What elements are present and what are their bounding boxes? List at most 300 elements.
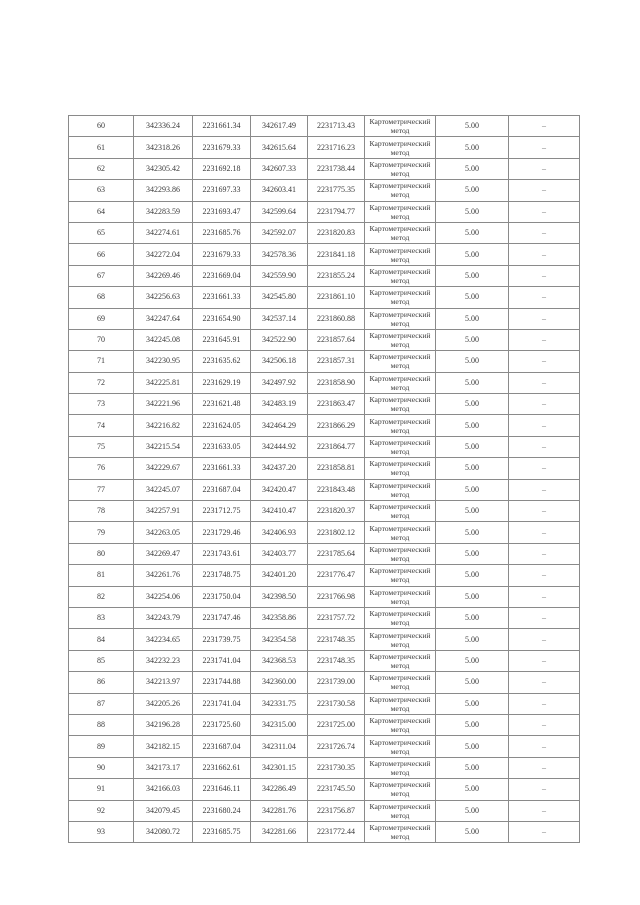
method-cell: Картометрический метод bbox=[365, 757, 436, 778]
x1-coordinate-cell: 342274.61 bbox=[134, 222, 193, 243]
table-row bbox=[69, 650, 580, 671]
x2-coordinate-cell: 342301.15 bbox=[251, 757, 308, 778]
y1-coordinate-cell: 2231687.04 bbox=[193, 736, 251, 757]
y2-coordinate-cell: 2231738.44 bbox=[308, 158, 365, 179]
point-number-cell: 73 bbox=[69, 394, 134, 415]
table-row bbox=[69, 265, 580, 286]
table-row bbox=[69, 565, 580, 586]
point-number-cell: 85 bbox=[69, 650, 134, 671]
y1-coordinate-cell: 2231729.46 bbox=[193, 522, 251, 543]
method-cell: Картометрический метод bbox=[365, 222, 436, 243]
y2-coordinate-cell: 2231861.10 bbox=[308, 287, 365, 308]
table-row bbox=[69, 222, 580, 243]
method-cell: Картометрический метод bbox=[365, 458, 436, 479]
accuracy-value-cell: 5.00 bbox=[436, 116, 509, 137]
x1-coordinate-cell: 342232.23 bbox=[134, 650, 193, 671]
method-cell: Картометрический метод bbox=[365, 265, 436, 286]
point-number-cell: 87 bbox=[69, 693, 134, 714]
accuracy-value-cell: 5.00 bbox=[436, 415, 509, 436]
table-row bbox=[69, 308, 580, 329]
accuracy-value-cell: 5.00 bbox=[436, 757, 509, 778]
point-number-cell: 61 bbox=[69, 137, 134, 158]
point-number-cell: 70 bbox=[69, 329, 134, 350]
note-cell: – bbox=[509, 629, 580, 650]
x2-coordinate-cell: 342599.64 bbox=[251, 201, 308, 222]
accuracy-value-cell: 5.00 bbox=[436, 736, 509, 757]
accuracy-value-cell: 5.00 bbox=[436, 308, 509, 329]
table-row bbox=[69, 244, 580, 265]
x2-coordinate-cell: 342537.14 bbox=[251, 308, 308, 329]
x1-coordinate-cell: 342229.67 bbox=[134, 458, 193, 479]
method-cell: Картометрический метод bbox=[365, 607, 436, 628]
y1-coordinate-cell: 2231646.11 bbox=[193, 779, 251, 800]
method-cell: Картометрический метод bbox=[365, 522, 436, 543]
x2-coordinate-cell: 342617.49 bbox=[251, 116, 308, 137]
y2-coordinate-cell: 2231785.64 bbox=[308, 543, 365, 564]
method-cell: Картометрический метод bbox=[365, 180, 436, 201]
x1-coordinate-cell: 342269.46 bbox=[134, 265, 193, 286]
table-row bbox=[69, 201, 580, 222]
x2-coordinate-cell: 342401.20 bbox=[251, 565, 308, 586]
method-cell: Картометрический метод bbox=[365, 436, 436, 457]
note-cell: – bbox=[509, 693, 580, 714]
y2-coordinate-cell: 2231858.81 bbox=[308, 458, 365, 479]
table-row bbox=[69, 800, 580, 821]
method-cell: Картометрический метод bbox=[365, 201, 436, 222]
table-row bbox=[69, 351, 580, 372]
note-cell: – bbox=[509, 800, 580, 821]
accuracy-value-cell: 5.00 bbox=[436, 436, 509, 457]
y2-coordinate-cell: 2231716.23 bbox=[308, 137, 365, 158]
table-row bbox=[69, 436, 580, 457]
y1-coordinate-cell: 2231679.33 bbox=[193, 244, 251, 265]
y2-coordinate-cell: 2231772.44 bbox=[308, 821, 365, 842]
point-number-cell: 93 bbox=[69, 821, 134, 842]
y1-coordinate-cell: 2231747.46 bbox=[193, 607, 251, 628]
table-row bbox=[69, 180, 580, 201]
y1-coordinate-cell: 2231697.33 bbox=[193, 180, 251, 201]
accuracy-value-cell: 5.00 bbox=[436, 158, 509, 179]
table-row bbox=[69, 672, 580, 693]
note-cell: – bbox=[509, 436, 580, 457]
x2-coordinate-cell: 342522.90 bbox=[251, 329, 308, 350]
note-cell: – bbox=[509, 222, 580, 243]
x1-coordinate-cell: 342257.91 bbox=[134, 501, 193, 522]
method-cell: Картометрический метод bbox=[365, 415, 436, 436]
accuracy-value-cell: 5.00 bbox=[436, 137, 509, 158]
accuracy-value-cell: 5.00 bbox=[436, 693, 509, 714]
method-cell: Картометрический метод bbox=[365, 244, 436, 265]
table-row bbox=[69, 479, 580, 500]
accuracy-value-cell: 5.00 bbox=[436, 351, 509, 372]
y2-coordinate-cell: 2231864.77 bbox=[308, 436, 365, 457]
accuracy-value-cell: 5.00 bbox=[436, 201, 509, 222]
y1-coordinate-cell: 2231750.04 bbox=[193, 586, 251, 607]
method-cell: Картометрический метод bbox=[365, 650, 436, 671]
accuracy-value-cell: 5.00 bbox=[436, 329, 509, 350]
x1-coordinate-cell: 342230.95 bbox=[134, 351, 193, 372]
accuracy-value-cell: 5.00 bbox=[436, 287, 509, 308]
y2-coordinate-cell: 2231857.64 bbox=[308, 329, 365, 350]
x2-coordinate-cell: 342420.47 bbox=[251, 479, 308, 500]
y2-coordinate-cell: 2231855.24 bbox=[308, 265, 365, 286]
point-number-cell: 88 bbox=[69, 714, 134, 735]
y1-coordinate-cell: 2231621.48 bbox=[193, 394, 251, 415]
x2-coordinate-cell: 342483.19 bbox=[251, 394, 308, 415]
x1-coordinate-cell: 342182.15 bbox=[134, 736, 193, 757]
point-number-cell: 82 bbox=[69, 586, 134, 607]
y2-coordinate-cell: 2231739.00 bbox=[308, 672, 365, 693]
method-cell: Картометрический метод bbox=[365, 351, 436, 372]
table-row bbox=[69, 287, 580, 308]
y1-coordinate-cell: 2231712.75 bbox=[193, 501, 251, 522]
accuracy-value-cell: 5.00 bbox=[436, 821, 509, 842]
x1-coordinate-cell: 342261.76 bbox=[134, 565, 193, 586]
point-number-cell: 65 bbox=[69, 222, 134, 243]
x2-coordinate-cell: 342603.41 bbox=[251, 180, 308, 201]
y2-coordinate-cell: 2231730.58 bbox=[308, 693, 365, 714]
y1-coordinate-cell: 2231645.91 bbox=[193, 329, 251, 350]
y2-coordinate-cell: 2231776.47 bbox=[308, 565, 365, 586]
table-row bbox=[69, 116, 580, 137]
x1-coordinate-cell: 342216.82 bbox=[134, 415, 193, 436]
y2-coordinate-cell: 2231745.50 bbox=[308, 779, 365, 800]
point-number-cell: 78 bbox=[69, 501, 134, 522]
point-number-cell: 66 bbox=[69, 244, 134, 265]
x2-coordinate-cell: 342281.76 bbox=[251, 800, 308, 821]
note-cell: – bbox=[509, 586, 580, 607]
y1-coordinate-cell: 2231669.04 bbox=[193, 265, 251, 286]
x1-coordinate-cell: 342336.24 bbox=[134, 116, 193, 137]
y1-coordinate-cell: 2231739.75 bbox=[193, 629, 251, 650]
note-cell: – bbox=[509, 394, 580, 415]
x1-coordinate-cell: 342221.96 bbox=[134, 394, 193, 415]
x2-coordinate-cell: 342398.50 bbox=[251, 586, 308, 607]
accuracy-value-cell: 5.00 bbox=[436, 372, 509, 393]
note-cell: – bbox=[509, 479, 580, 500]
y1-coordinate-cell: 2231661.33 bbox=[193, 287, 251, 308]
x2-coordinate-cell: 342360.00 bbox=[251, 672, 308, 693]
point-number-cell: 90 bbox=[69, 757, 134, 778]
y2-coordinate-cell: 2231748.35 bbox=[308, 629, 365, 650]
y1-coordinate-cell: 2231624.05 bbox=[193, 415, 251, 436]
accuracy-value-cell: 5.00 bbox=[436, 629, 509, 650]
point-number-cell: 86 bbox=[69, 672, 134, 693]
x2-coordinate-cell: 342497.92 bbox=[251, 372, 308, 393]
y1-coordinate-cell: 2231687.04 bbox=[193, 479, 251, 500]
y2-coordinate-cell: 2231802.12 bbox=[308, 522, 365, 543]
accuracy-value-cell: 5.00 bbox=[436, 222, 509, 243]
accuracy-value-cell: 5.00 bbox=[436, 479, 509, 500]
x2-coordinate-cell: 342444.92 bbox=[251, 436, 308, 457]
note-cell: – bbox=[509, 116, 580, 137]
y2-coordinate-cell: 2231794.77 bbox=[308, 201, 365, 222]
note-cell: – bbox=[509, 458, 580, 479]
note-cell: – bbox=[509, 201, 580, 222]
note-cell: – bbox=[509, 265, 580, 286]
point-number-cell: 63 bbox=[69, 180, 134, 201]
x1-coordinate-cell: 342263.05 bbox=[134, 522, 193, 543]
table-row bbox=[69, 158, 580, 179]
y2-coordinate-cell: 2231866.29 bbox=[308, 415, 365, 436]
note-cell: – bbox=[509, 158, 580, 179]
note-cell: – bbox=[509, 351, 580, 372]
table-row bbox=[69, 329, 580, 350]
note-cell: – bbox=[509, 501, 580, 522]
y2-coordinate-cell: 2231756.87 bbox=[308, 800, 365, 821]
accuracy-value-cell: 5.00 bbox=[436, 543, 509, 564]
method-cell: Картометрический метод bbox=[365, 308, 436, 329]
y2-coordinate-cell: 2231726.74 bbox=[308, 736, 365, 757]
x1-coordinate-cell: 342196.28 bbox=[134, 714, 193, 735]
x1-coordinate-cell: 342293.86 bbox=[134, 180, 193, 201]
note-cell: – bbox=[509, 244, 580, 265]
x1-coordinate-cell: 342173.17 bbox=[134, 757, 193, 778]
x1-coordinate-cell: 342080.72 bbox=[134, 821, 193, 842]
x1-coordinate-cell: 342205.26 bbox=[134, 693, 193, 714]
accuracy-value-cell: 5.00 bbox=[436, 265, 509, 286]
point-number-cell: 60 bbox=[69, 116, 134, 137]
x2-coordinate-cell: 342311.04 bbox=[251, 736, 308, 757]
table-row bbox=[69, 458, 580, 479]
y1-coordinate-cell: 2231725.60 bbox=[193, 714, 251, 735]
note-cell: – bbox=[509, 543, 580, 564]
x2-coordinate-cell: 342368.53 bbox=[251, 650, 308, 671]
table-row bbox=[69, 543, 580, 564]
note-cell: – bbox=[509, 287, 580, 308]
note-cell: – bbox=[509, 308, 580, 329]
y1-coordinate-cell: 2231693.47 bbox=[193, 201, 251, 222]
x1-coordinate-cell: 342166.03 bbox=[134, 779, 193, 800]
y2-coordinate-cell: 2231863.47 bbox=[308, 394, 365, 415]
point-number-cell: 69 bbox=[69, 308, 134, 329]
method-cell: Картометрический метод bbox=[365, 693, 436, 714]
x2-coordinate-cell: 342437.20 bbox=[251, 458, 308, 479]
y1-coordinate-cell: 2231692.18 bbox=[193, 158, 251, 179]
y1-coordinate-cell: 2231741.04 bbox=[193, 693, 251, 714]
x1-coordinate-cell: 342283.59 bbox=[134, 201, 193, 222]
y2-coordinate-cell: 2231820.37 bbox=[308, 501, 365, 522]
method-cell: Картометрический метод bbox=[365, 800, 436, 821]
table-row bbox=[69, 415, 580, 436]
point-number-cell: 79 bbox=[69, 522, 134, 543]
y1-coordinate-cell: 2231661.34 bbox=[193, 116, 251, 137]
x2-coordinate-cell: 342286.49 bbox=[251, 779, 308, 800]
x1-coordinate-cell: 342243.79 bbox=[134, 607, 193, 628]
y2-coordinate-cell: 2231748.35 bbox=[308, 650, 365, 671]
note-cell: – bbox=[509, 137, 580, 158]
table-row bbox=[69, 629, 580, 650]
y1-coordinate-cell: 2231661.33 bbox=[193, 458, 251, 479]
x2-coordinate-cell: 342403.77 bbox=[251, 543, 308, 564]
point-number-cell: 67 bbox=[69, 265, 134, 286]
point-number-cell: 84 bbox=[69, 629, 134, 650]
point-number-cell: 71 bbox=[69, 351, 134, 372]
note-cell: – bbox=[509, 415, 580, 436]
accuracy-value-cell: 5.00 bbox=[436, 244, 509, 265]
accuracy-value-cell: 5.00 bbox=[436, 779, 509, 800]
accuracy-value-cell: 5.00 bbox=[436, 650, 509, 671]
method-cell: Картометрический метод bbox=[365, 565, 436, 586]
method-cell: Картометрический метод bbox=[365, 158, 436, 179]
point-number-cell: 81 bbox=[69, 565, 134, 586]
method-cell: Картометрический метод bbox=[365, 287, 436, 308]
x2-coordinate-cell: 342578.36 bbox=[251, 244, 308, 265]
point-number-cell: 74 bbox=[69, 415, 134, 436]
coordinates-table-body bbox=[69, 116, 580, 843]
x2-coordinate-cell: 342506.18 bbox=[251, 351, 308, 372]
x2-coordinate-cell: 342358.86 bbox=[251, 607, 308, 628]
method-cell: Картометрический метод bbox=[365, 501, 436, 522]
y1-coordinate-cell: 2231744.88 bbox=[193, 672, 251, 693]
method-cell: Картометрический метод bbox=[365, 372, 436, 393]
point-number-cell: 62 bbox=[69, 158, 134, 179]
y1-coordinate-cell: 2231741.04 bbox=[193, 650, 251, 671]
table-row bbox=[69, 586, 580, 607]
note-cell: – bbox=[509, 372, 580, 393]
table-row bbox=[69, 372, 580, 393]
method-cell: Картометрический метод bbox=[365, 479, 436, 500]
point-number-cell: 92 bbox=[69, 800, 134, 821]
point-number-cell: 68 bbox=[69, 287, 134, 308]
method-cell: Картометрический метод bbox=[365, 714, 436, 735]
point-number-cell: 64 bbox=[69, 201, 134, 222]
y2-coordinate-cell: 2231820.83 bbox=[308, 222, 365, 243]
coordinates-table bbox=[68, 115, 580, 843]
accuracy-value-cell: 5.00 bbox=[436, 672, 509, 693]
method-cell: Картометрический метод bbox=[365, 736, 436, 757]
x1-coordinate-cell: 342245.08 bbox=[134, 329, 193, 350]
method-cell: Картометрический метод bbox=[365, 672, 436, 693]
y2-coordinate-cell: 2231757.72 bbox=[308, 607, 365, 628]
method-cell: Картометрический метод bbox=[365, 329, 436, 350]
x1-coordinate-cell: 342318.26 bbox=[134, 137, 193, 158]
y2-coordinate-cell: 2231730.35 bbox=[308, 757, 365, 778]
note-cell: – bbox=[509, 714, 580, 735]
accuracy-value-cell: 5.00 bbox=[436, 522, 509, 543]
method-cell: Картометрический метод bbox=[365, 116, 436, 137]
x1-coordinate-cell: 342305.42 bbox=[134, 158, 193, 179]
accuracy-value-cell: 5.00 bbox=[436, 586, 509, 607]
note-cell: – bbox=[509, 607, 580, 628]
point-number-cell: 91 bbox=[69, 779, 134, 800]
table-row bbox=[69, 736, 580, 757]
point-number-cell: 76 bbox=[69, 458, 134, 479]
table-row bbox=[69, 779, 580, 800]
x1-coordinate-cell: 342272.04 bbox=[134, 244, 193, 265]
accuracy-value-cell: 5.00 bbox=[436, 180, 509, 201]
accuracy-value-cell: 5.00 bbox=[436, 394, 509, 415]
point-number-cell: 77 bbox=[69, 479, 134, 500]
table-row bbox=[69, 501, 580, 522]
x1-coordinate-cell: 342225.81 bbox=[134, 372, 193, 393]
x1-coordinate-cell: 342234.65 bbox=[134, 629, 193, 650]
x1-coordinate-cell: 342256.63 bbox=[134, 287, 193, 308]
accuracy-value-cell: 5.00 bbox=[436, 800, 509, 821]
point-number-cell: 75 bbox=[69, 436, 134, 457]
method-cell: Картометрический метод bbox=[365, 779, 436, 800]
x1-coordinate-cell: 342254.06 bbox=[134, 586, 193, 607]
method-cell: Картометрический метод bbox=[365, 586, 436, 607]
note-cell: – bbox=[509, 672, 580, 693]
note-cell: – bbox=[509, 821, 580, 842]
y1-coordinate-cell: 2231680.24 bbox=[193, 800, 251, 821]
x1-coordinate-cell: 342245.07 bbox=[134, 479, 193, 500]
y1-coordinate-cell: 2231743.61 bbox=[193, 543, 251, 564]
table-row bbox=[69, 607, 580, 628]
y2-coordinate-cell: 2231843.48 bbox=[308, 479, 365, 500]
accuracy-value-cell: 5.00 bbox=[436, 714, 509, 735]
note-cell: – bbox=[509, 736, 580, 757]
x2-coordinate-cell: 342464.29 bbox=[251, 415, 308, 436]
note-cell: – bbox=[509, 522, 580, 543]
y1-coordinate-cell: 2231633.05 bbox=[193, 436, 251, 457]
y1-coordinate-cell: 2231654.90 bbox=[193, 308, 251, 329]
x2-coordinate-cell: 342281.66 bbox=[251, 821, 308, 842]
y1-coordinate-cell: 2231748.75 bbox=[193, 565, 251, 586]
accuracy-value-cell: 5.00 bbox=[436, 565, 509, 586]
note-cell: – bbox=[509, 329, 580, 350]
x2-coordinate-cell: 342354.58 bbox=[251, 629, 308, 650]
y2-coordinate-cell: 2231713.43 bbox=[308, 116, 365, 137]
table-row bbox=[69, 693, 580, 714]
y1-coordinate-cell: 2231685.76 bbox=[193, 222, 251, 243]
x1-coordinate-cell: 342269.47 bbox=[134, 543, 193, 564]
method-cell: Картометрический метод bbox=[365, 543, 436, 564]
table-row bbox=[69, 714, 580, 735]
method-cell: Картометрический метод bbox=[365, 629, 436, 650]
table-row bbox=[69, 821, 580, 842]
point-number-cell: 72 bbox=[69, 372, 134, 393]
table-row bbox=[69, 757, 580, 778]
x2-coordinate-cell: 342545.80 bbox=[251, 287, 308, 308]
x2-coordinate-cell: 342607.33 bbox=[251, 158, 308, 179]
table-row bbox=[69, 137, 580, 158]
method-cell: Картометрический метод bbox=[365, 821, 436, 842]
x2-coordinate-cell: 342331.75 bbox=[251, 693, 308, 714]
y1-coordinate-cell: 2231629.19 bbox=[193, 372, 251, 393]
method-cell: Картометрический метод bbox=[365, 137, 436, 158]
note-cell: – bbox=[509, 650, 580, 671]
note-cell: – bbox=[509, 180, 580, 201]
y2-coordinate-cell: 2231857.31 bbox=[308, 351, 365, 372]
accuracy-value-cell: 5.00 bbox=[436, 501, 509, 522]
y1-coordinate-cell: 2231635.62 bbox=[193, 351, 251, 372]
point-number-cell: 80 bbox=[69, 543, 134, 564]
y2-coordinate-cell: 2231725.00 bbox=[308, 714, 365, 735]
table-row bbox=[69, 394, 580, 415]
x2-coordinate-cell: 342559.90 bbox=[251, 265, 308, 286]
y2-coordinate-cell: 2231860.88 bbox=[308, 308, 365, 329]
y1-coordinate-cell: 2231679.33 bbox=[193, 137, 251, 158]
y2-coordinate-cell: 2231841.18 bbox=[308, 244, 365, 265]
x2-coordinate-cell: 342592.07 bbox=[251, 222, 308, 243]
y2-coordinate-cell: 2231775.35 bbox=[308, 180, 365, 201]
table-row bbox=[69, 522, 580, 543]
method-cell: Картометрический метод bbox=[365, 394, 436, 415]
point-number-cell: 89 bbox=[69, 736, 134, 757]
x2-coordinate-cell: 342615.64 bbox=[251, 137, 308, 158]
x2-coordinate-cell: 342410.47 bbox=[251, 501, 308, 522]
note-cell: – bbox=[509, 757, 580, 778]
x1-coordinate-cell: 342079.45 bbox=[134, 800, 193, 821]
y1-coordinate-cell: 2231662.61 bbox=[193, 757, 251, 778]
note-cell: – bbox=[509, 779, 580, 800]
note-cell: – bbox=[509, 565, 580, 586]
accuracy-value-cell: 5.00 bbox=[436, 607, 509, 628]
y1-coordinate-cell: 2231685.75 bbox=[193, 821, 251, 842]
x1-coordinate-cell: 342213.97 bbox=[134, 672, 193, 693]
